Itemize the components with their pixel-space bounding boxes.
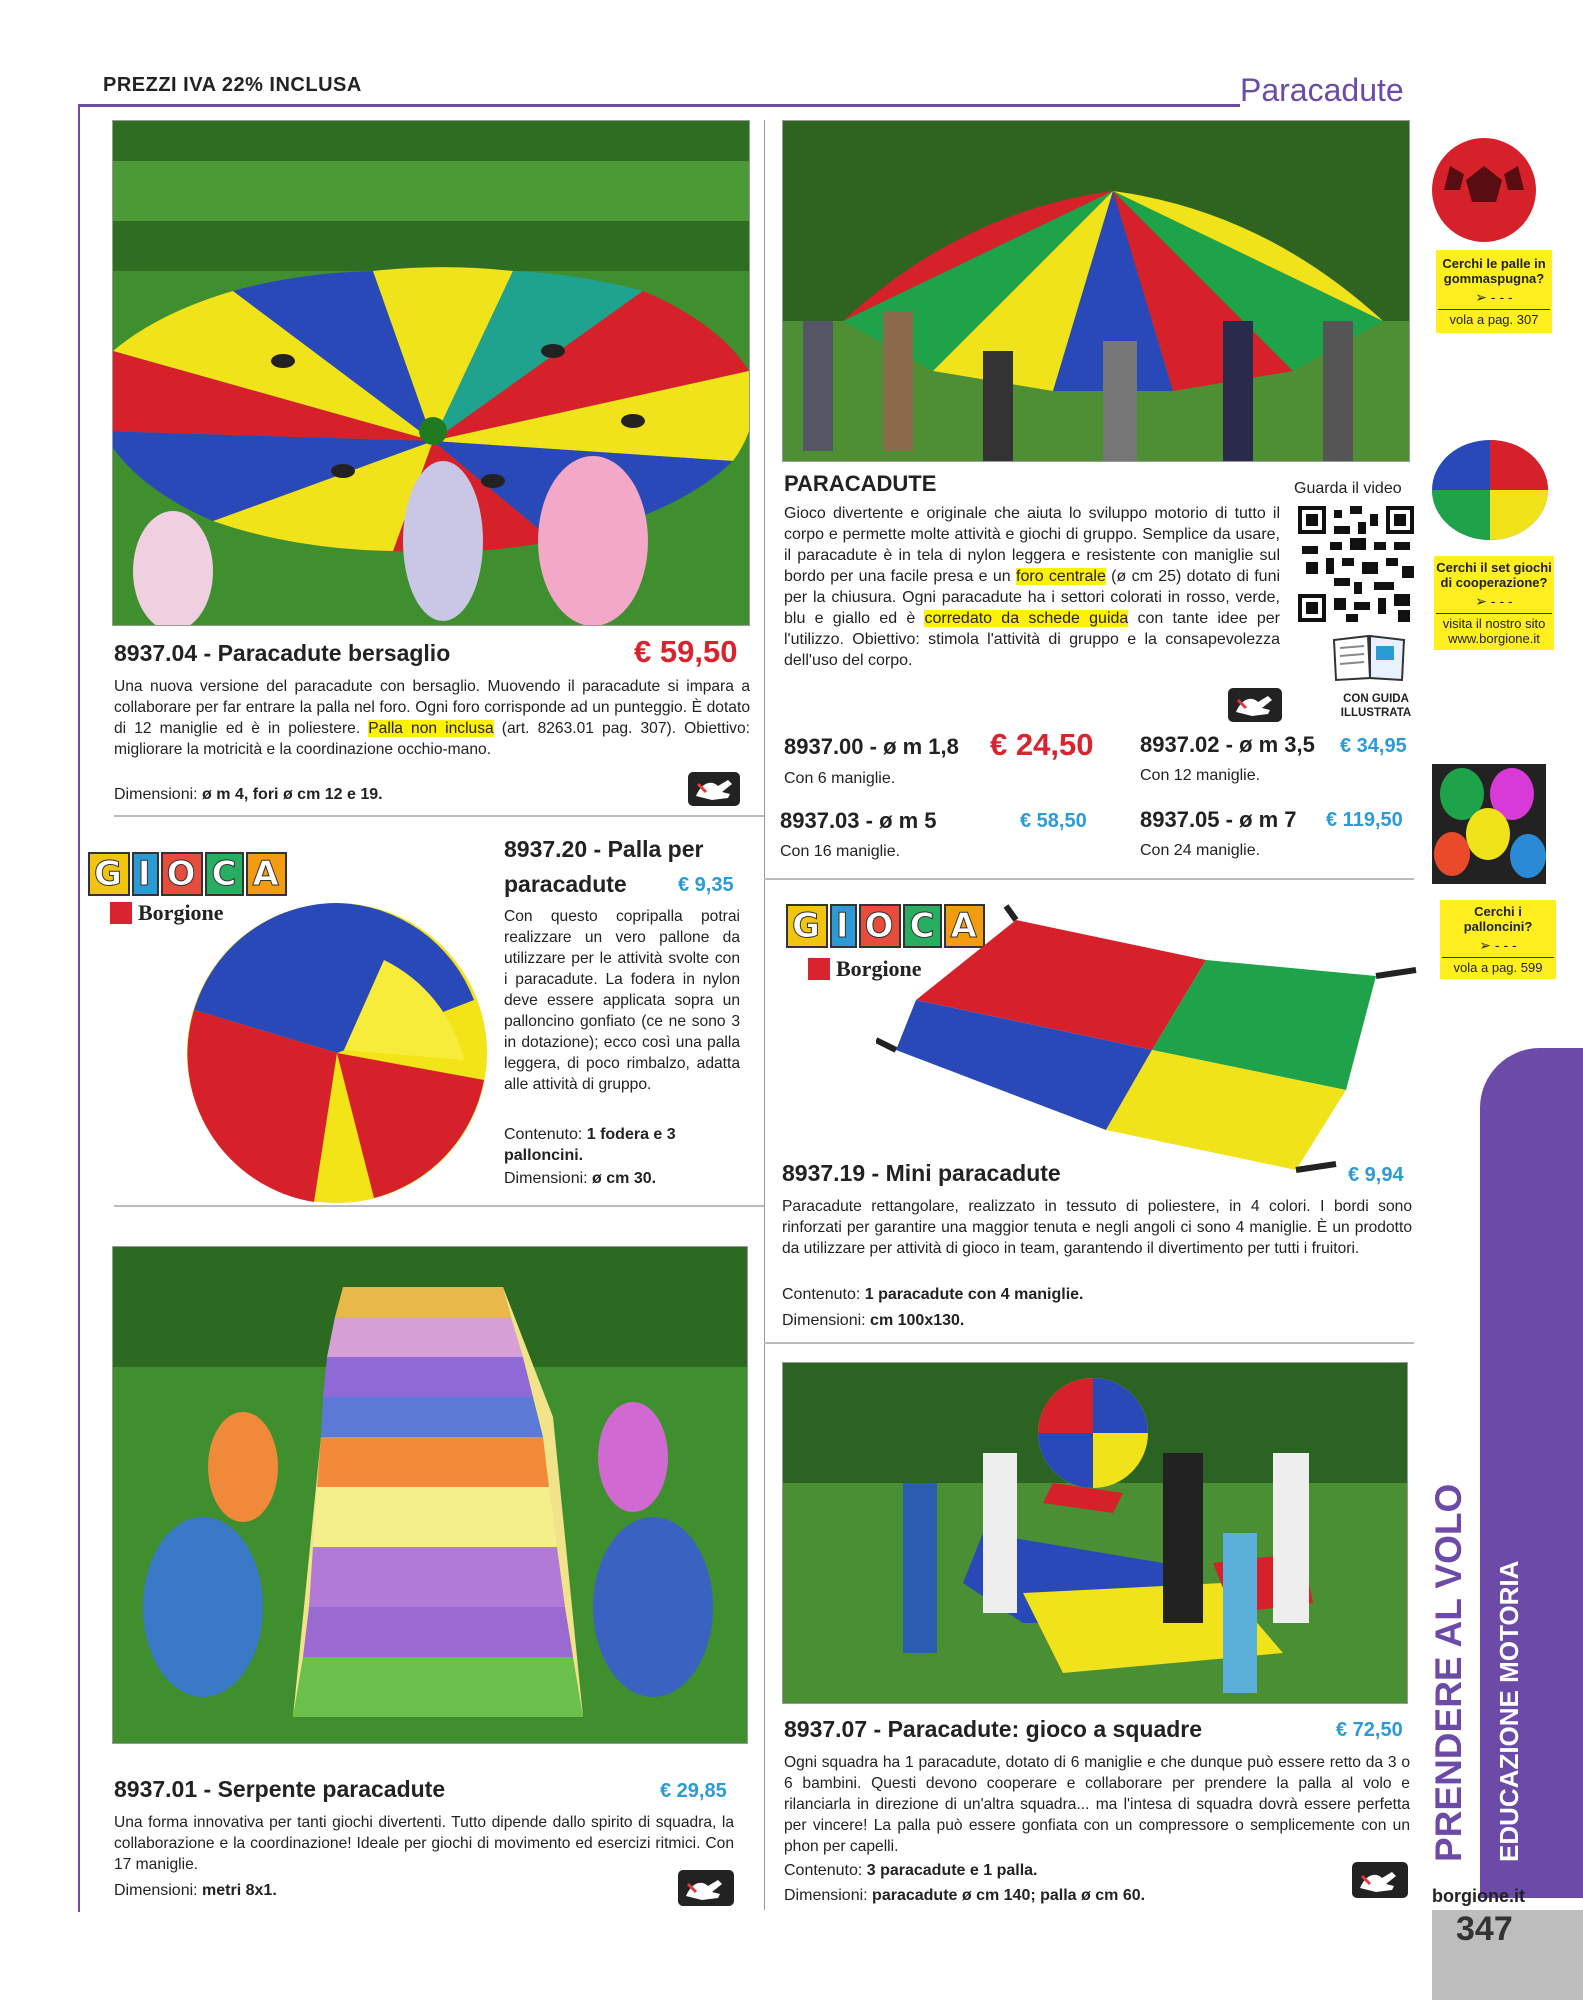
product-price: € 29,85 bbox=[660, 1780, 727, 1802]
hand-icon bbox=[678, 1870, 734, 1906]
variant-handles: Con 6 maniglie. bbox=[784, 770, 896, 787]
crosssell-note[interactable]: Cerchi i palloncini? ➢ - - - vola a pag. 599 bbox=[1440, 900, 1556, 979]
product-title: 8937.19 - Mini paracadute bbox=[782, 1160, 1061, 1186]
parachute-ball-photo bbox=[184, 900, 490, 1206]
product-price: € 9,94 bbox=[1348, 1164, 1404, 1186]
content: Contenuto: 1 paracadute con 4 maniglie. bbox=[782, 1286, 1084, 1303]
product-description: Una forma innovativa per tanti giochi divertenti. Tutto dipende dallo spirito di squadra, la collaborazione e la coordinazione! Ideale per giochi di movimento ed esercizi ritmici. Con 17 maniglie. bbox=[114, 1814, 734, 1873]
product-description: Ogni squadra ha 1 paracadute, dotato di 6 maniglie e che dunque può essere retto da 3 o 6 bambini. Questi devono cooperare e collaborare per prendere la palla al volo e rilanciarla in direzione di un'altra squadra... ma l'intesa di squadra dovrà essere perfetta per vincere! La palla può essere gonfiata con un compressore o semplicemente con un phon per capelli. bbox=[784, 1754, 1410, 1855]
dimensions: Dimensioni: ø m 4, fori ø cm 12 e 19. bbox=[114, 786, 383, 803]
variant-code: 8937.05 - ø m 7 bbox=[1140, 807, 1297, 832]
variant-code: 8937.02 - ø m 3,5 bbox=[1140, 732, 1315, 757]
variant-handles: Con 12 maniglie. bbox=[1140, 767, 1261, 784]
foam-ball-thumbnail bbox=[1430, 136, 1538, 244]
variant-price: € 58,50 bbox=[1020, 810, 1087, 832]
product-description: Con questo copripalla potrai realizzare un vero pallone da utilizzare per le attività svolte con i paracadute. La fodera in nylon deve essere applicata sopra un palloncino gonfiato (ce ne sono 3 in dotazione); ecco così una palla leggera, di poco rimbalzo, adatta alle attività di gruppo. bbox=[504, 908, 740, 1093]
cooperation-set-thumbnail bbox=[1430, 434, 1550, 544]
video-label: Guarda il video bbox=[1294, 480, 1402, 497]
paper-plane-icon: ➢ - - - bbox=[1475, 593, 1513, 609]
snake-parachute-photo bbox=[112, 1246, 748, 1744]
hand-icon bbox=[1228, 688, 1282, 722]
content: Contenuto: 3 paracadute e 1 palla. bbox=[784, 1862, 1038, 1879]
variant-handles: Con 24 maniglie. bbox=[1140, 842, 1261, 859]
borgione-mark-icon bbox=[808, 958, 830, 980]
column-divider bbox=[764, 120, 765, 1910]
dimensions: Dimensioni: metri 8x1. bbox=[114, 1882, 277, 1899]
sidebar-main-title: PRENDERE AL VOLO bbox=[1428, 1483, 1469, 1862]
sidebar-subtitle: EDUCAZIONE MOTORIA bbox=[1494, 1560, 1524, 1862]
vat-notice: PREZZI IVA 22% INCLUSA bbox=[103, 74, 362, 96]
product-description: Paracadute rettangolare, realizzato in tessuto di poliestere, in 4 colori. I bordi sono rinforzati per garantire una maggior tenuta e negli angoli ci sono 4 maniglie. È un prodotto da utilizzare per attività di gioco in team, garantendo il divertimento per tutti i fruitori. bbox=[782, 1198, 1412, 1257]
variant-price: € 34,95 bbox=[1340, 735, 1407, 757]
product-title: 8937.01 - Serpente paracadute bbox=[114, 1776, 446, 1802]
product-price: € 9,35 bbox=[678, 874, 734, 896]
team-game-photo bbox=[782, 1362, 1408, 1704]
separator bbox=[764, 1342, 1414, 1344]
product-price: € 59,50 bbox=[634, 634, 738, 669]
product-description: Una nuova versione del paracadute con bersaglio. Muovendo il paracadute si impara a collaborare per far entrare la palla nel foro. Ogni foro corrisponde ad un punteggio. È dotato di 12 maniglie ed è in poliestere. Palla non inclusa (art. 8263.01 pag. 307). Obiettivo: migliorare la motricità e la coordinazione occhio-mano. bbox=[114, 678, 750, 758]
borgione-logo: Borgione bbox=[110, 900, 224, 926]
hand-icon bbox=[688, 772, 740, 806]
separator bbox=[114, 815, 764, 817]
left-rule bbox=[78, 104, 80, 1912]
variant-code: 8937.03 - ø m 5 bbox=[780, 808, 937, 833]
separator bbox=[764, 878, 1414, 880]
page-number: 347 bbox=[1456, 1910, 1513, 1948]
paper-plane-icon: ➢ - - - bbox=[1475, 289, 1513, 305]
dimensions: Dimensioni: cm 100x130. bbox=[782, 1312, 965, 1329]
balloons-thumbnail bbox=[1432, 764, 1546, 884]
crosssell-note[interactable]: Cerchi il set giochi di cooperazione? ➢ - - - visita il nostro sito www.borgione.it bbox=[1434, 556, 1554, 650]
site-url[interactable]: borgione.it bbox=[1432, 1886, 1525, 1906]
gioca-logo: G I O C A bbox=[88, 852, 289, 896]
product-title: paracadute bbox=[504, 871, 627, 897]
product-description: Gioco divertente e originale che aiuta lo sviluppo motorio di tutto il corpo e permette molte attività e giochi di gruppo. Semplice da usare, il paracadute è in tela di nylon leggera e resistente con maniglie sul bordo per una facile presa e un foro centrale (ø cm 25) dotato di funi per la chiusura. Ogni paracadute ha i settori colorati in rosso, verde, blu e giallo ed è corredato da schede guida con tante idee per l'utilizzo. Obiettivo: stimola l'attività di gruppo e la consapevolezza dell'uso del corpo. bbox=[784, 505, 1281, 669]
mini-parachute-photo bbox=[876, 900, 1428, 1184]
qr-code-icon[interactable] bbox=[1298, 506, 1414, 622]
separator bbox=[114, 1205, 764, 1207]
product-title: 8937.04 - Paracadute bersaglio bbox=[114, 640, 451, 666]
gioca-logo: G I O C A bbox=[786, 904, 987, 948]
product-title: 8937.07 - Paracadute: gioco a squadre bbox=[784, 1716, 1203, 1742]
guide-book-icon bbox=[1330, 632, 1410, 684]
borgione-logo: Borgione bbox=[808, 956, 922, 982]
guide-label: CON GUIDA ILLUSTRATA bbox=[1340, 693, 1412, 719]
variant-code: 8937.00 - ø m 1,8 bbox=[784, 734, 959, 759]
section-title: Paracadute bbox=[1240, 72, 1404, 108]
product-price: € 72,50 bbox=[1336, 1719, 1403, 1741]
header-rule bbox=[78, 104, 1240, 107]
paper-plane-icon: ➢ - - - bbox=[1479, 937, 1517, 953]
hand-icon bbox=[1352, 1862, 1408, 1898]
highlight: Palla non inclusa bbox=[368, 720, 494, 737]
dimensions: Dimensioni: paracadute ø cm 140; palla ø cm 60. bbox=[784, 1887, 1146, 1904]
variant-handles: Con 16 maniglie. bbox=[780, 843, 901, 860]
parachute-dome-photo bbox=[782, 120, 1410, 462]
product-heading: PARACADUTE bbox=[784, 471, 937, 496]
variant-price: € 119,50 bbox=[1326, 809, 1403, 831]
borgione-mark-icon bbox=[110, 902, 132, 924]
dimensions: Dimensioni: ø cm 30. bbox=[504, 1170, 657, 1187]
crosssell-note[interactable]: Cerchi le palle in gommaspugna? ➢ - - - vola a pag. 307 bbox=[1436, 250, 1552, 333]
content: Contenuto: 1 fodera e 3 palloncini. bbox=[504, 1126, 676, 1164]
product-title: 8937.20 - Palla per bbox=[504, 836, 704, 862]
variant-price: € 24,50 bbox=[990, 727, 1094, 762]
target-parachute-photo bbox=[112, 120, 750, 626]
